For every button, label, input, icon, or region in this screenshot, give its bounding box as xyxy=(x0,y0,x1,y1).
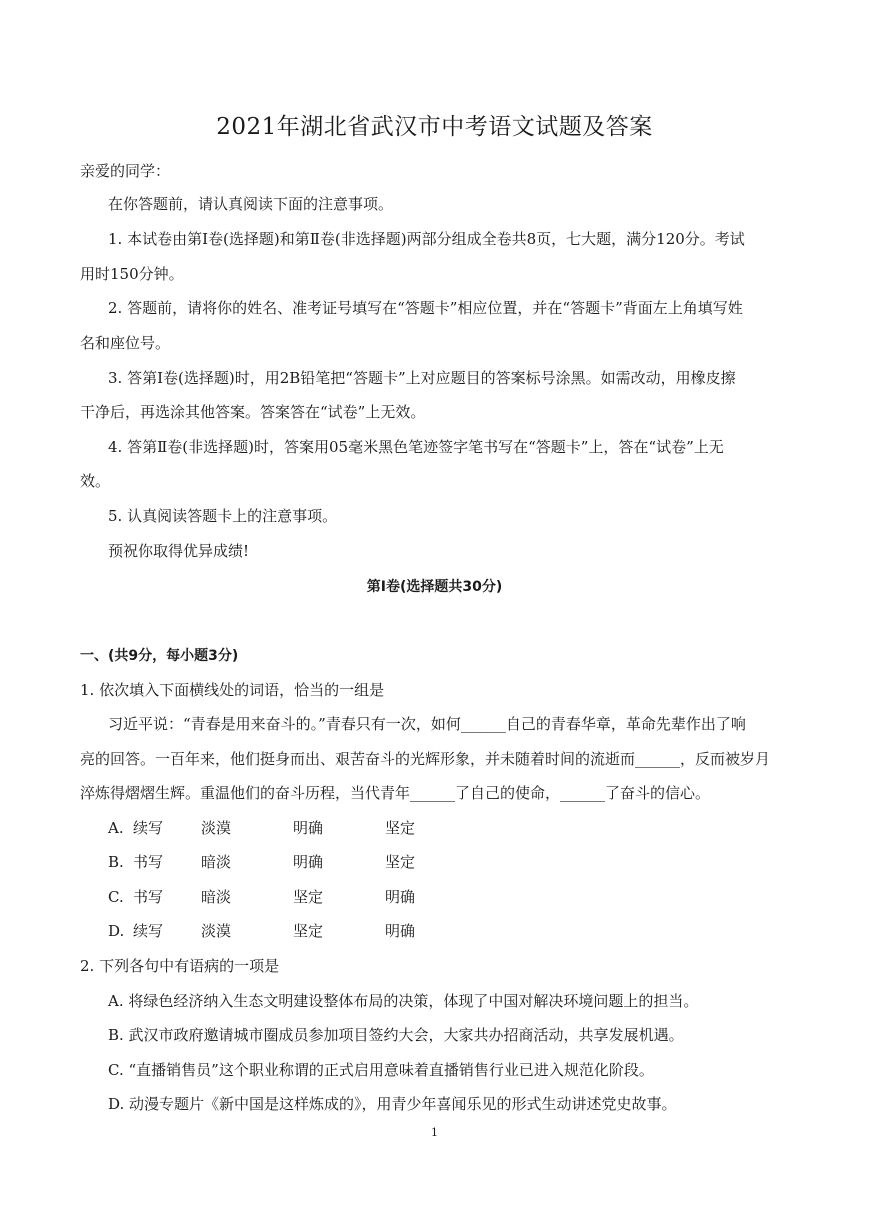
notice-1-line-2: 用时150分钟。 xyxy=(80,265,184,283)
q1-passage-line-1: 习近平说：“青春是用来奋斗的。”青春只有一次，如何______自己的青春华章，革命先辈作出了响 xyxy=(108,715,746,733)
option-word: 暗淡 xyxy=(201,888,232,906)
wish-text: 预祝你取得优异成绩! xyxy=(108,542,250,560)
intro-text: 在你答题前，请认真阅读下面的注意事项。 xyxy=(108,195,394,213)
notice-3-line-1: 3. 答第Ⅰ卷(选择题)时，用2B铅笔把“答题卡”上对应题目的答案标号涂黑。如需改动，用橡皮擦 xyxy=(108,369,736,387)
option-word: 明确 xyxy=(293,819,324,837)
option-word: 坚定 xyxy=(385,819,416,837)
option-word: 续写 xyxy=(133,819,164,837)
notice-2-line-1: 2. 答题前，请将你的姓名、准考证号填写在“答题卡”相应位置，并在“答题卡”背面左上角填写姓 xyxy=(108,299,743,317)
q2-option-c: C. “直播销售员”这个职业称谓的正式启用意味着直播销售行业已进入规范化阶段。 xyxy=(108,1061,654,1079)
q1-passage-line-3: 淬炼得熠熠生辉。重温他们的奋斗历程，当代青年______了自己的使命，______了奋斗的信心。 xyxy=(80,784,711,802)
option-letter: A. xyxy=(108,819,124,837)
page-title: 2021年湖北省武汉市中考语文试题及答案 xyxy=(216,114,653,140)
q2-option-d: D. 动漫专题片《新中国是这样炼成的》，用青少年喜闻乐见的形式生动讲述党史故事。 xyxy=(108,1095,677,1113)
option-word: 书写 xyxy=(133,888,164,906)
option-word: 坚定 xyxy=(385,853,416,871)
notice-1-line-1: 1. 本试卷由第Ⅰ卷(选择题)和第Ⅱ卷(非选择题)两部分组成全卷共8页，七大题，满分120分。考试 xyxy=(108,230,745,248)
q1-stem: 1. 依次填入下面横线处的词语，恰当的一组是 xyxy=(80,681,385,699)
option-word: 淡漠 xyxy=(201,922,232,940)
notice-4-line-2: 效。 xyxy=(80,472,111,490)
page-number: 1 xyxy=(431,1126,438,1139)
notice-4-line-1: 4. 答第Ⅱ卷(非选择题)时，答案用05毫米黑色笔迹签字笔书写在“答题卡”上，答在“试卷”上无 xyxy=(108,438,724,456)
option-word: 明确 xyxy=(385,922,416,940)
option-word: 坚定 xyxy=(293,922,324,940)
option-word: 书写 xyxy=(133,853,164,871)
notice-3-line-2: 干净后，再选涂其他答案。答案答在“试卷”上无效。 xyxy=(80,403,426,421)
notice-2-line-2: 名和座位号。 xyxy=(80,334,171,352)
option-word: 明确 xyxy=(293,853,324,871)
part-1-title: 第Ⅰ卷(选择题共30分) xyxy=(366,579,503,595)
option-word: 续写 xyxy=(133,922,164,940)
option-letter: D. xyxy=(108,922,125,940)
q2-stem: 2. 下列各句中有语病的一项是 xyxy=(80,957,280,975)
option-letter: C. xyxy=(108,888,124,906)
section-1-title: 一、(共9分，每小题3分) xyxy=(80,648,239,664)
option-word: 暗淡 xyxy=(201,853,232,871)
option-word: 淡漠 xyxy=(201,819,232,837)
option-letter: B. xyxy=(108,853,124,871)
notice-5: 5. 认真阅读答题卡上的注意事项。 xyxy=(108,507,338,525)
q2-option-b: B. 武汉市政府邀请城市圈成员参加项目签约大会，大家共办招商活动，共享发展机遇。 xyxy=(108,1026,684,1044)
greeting: 亲爱的同学： xyxy=(80,162,171,180)
option-word: 明确 xyxy=(385,888,416,906)
q2-option-a: A. 将绿色经济纳入生态文明建设整体布局的决策，体现了中国对解决环境问题上的担当。 xyxy=(108,992,699,1010)
option-word: 坚定 xyxy=(293,888,324,906)
q1-passage-line-2: 亮的回答。一百年来，他们挺身而出、艰苦奋斗的光辉形象，并未随着时间的流逝而______，反而被岁月 xyxy=(80,750,771,768)
